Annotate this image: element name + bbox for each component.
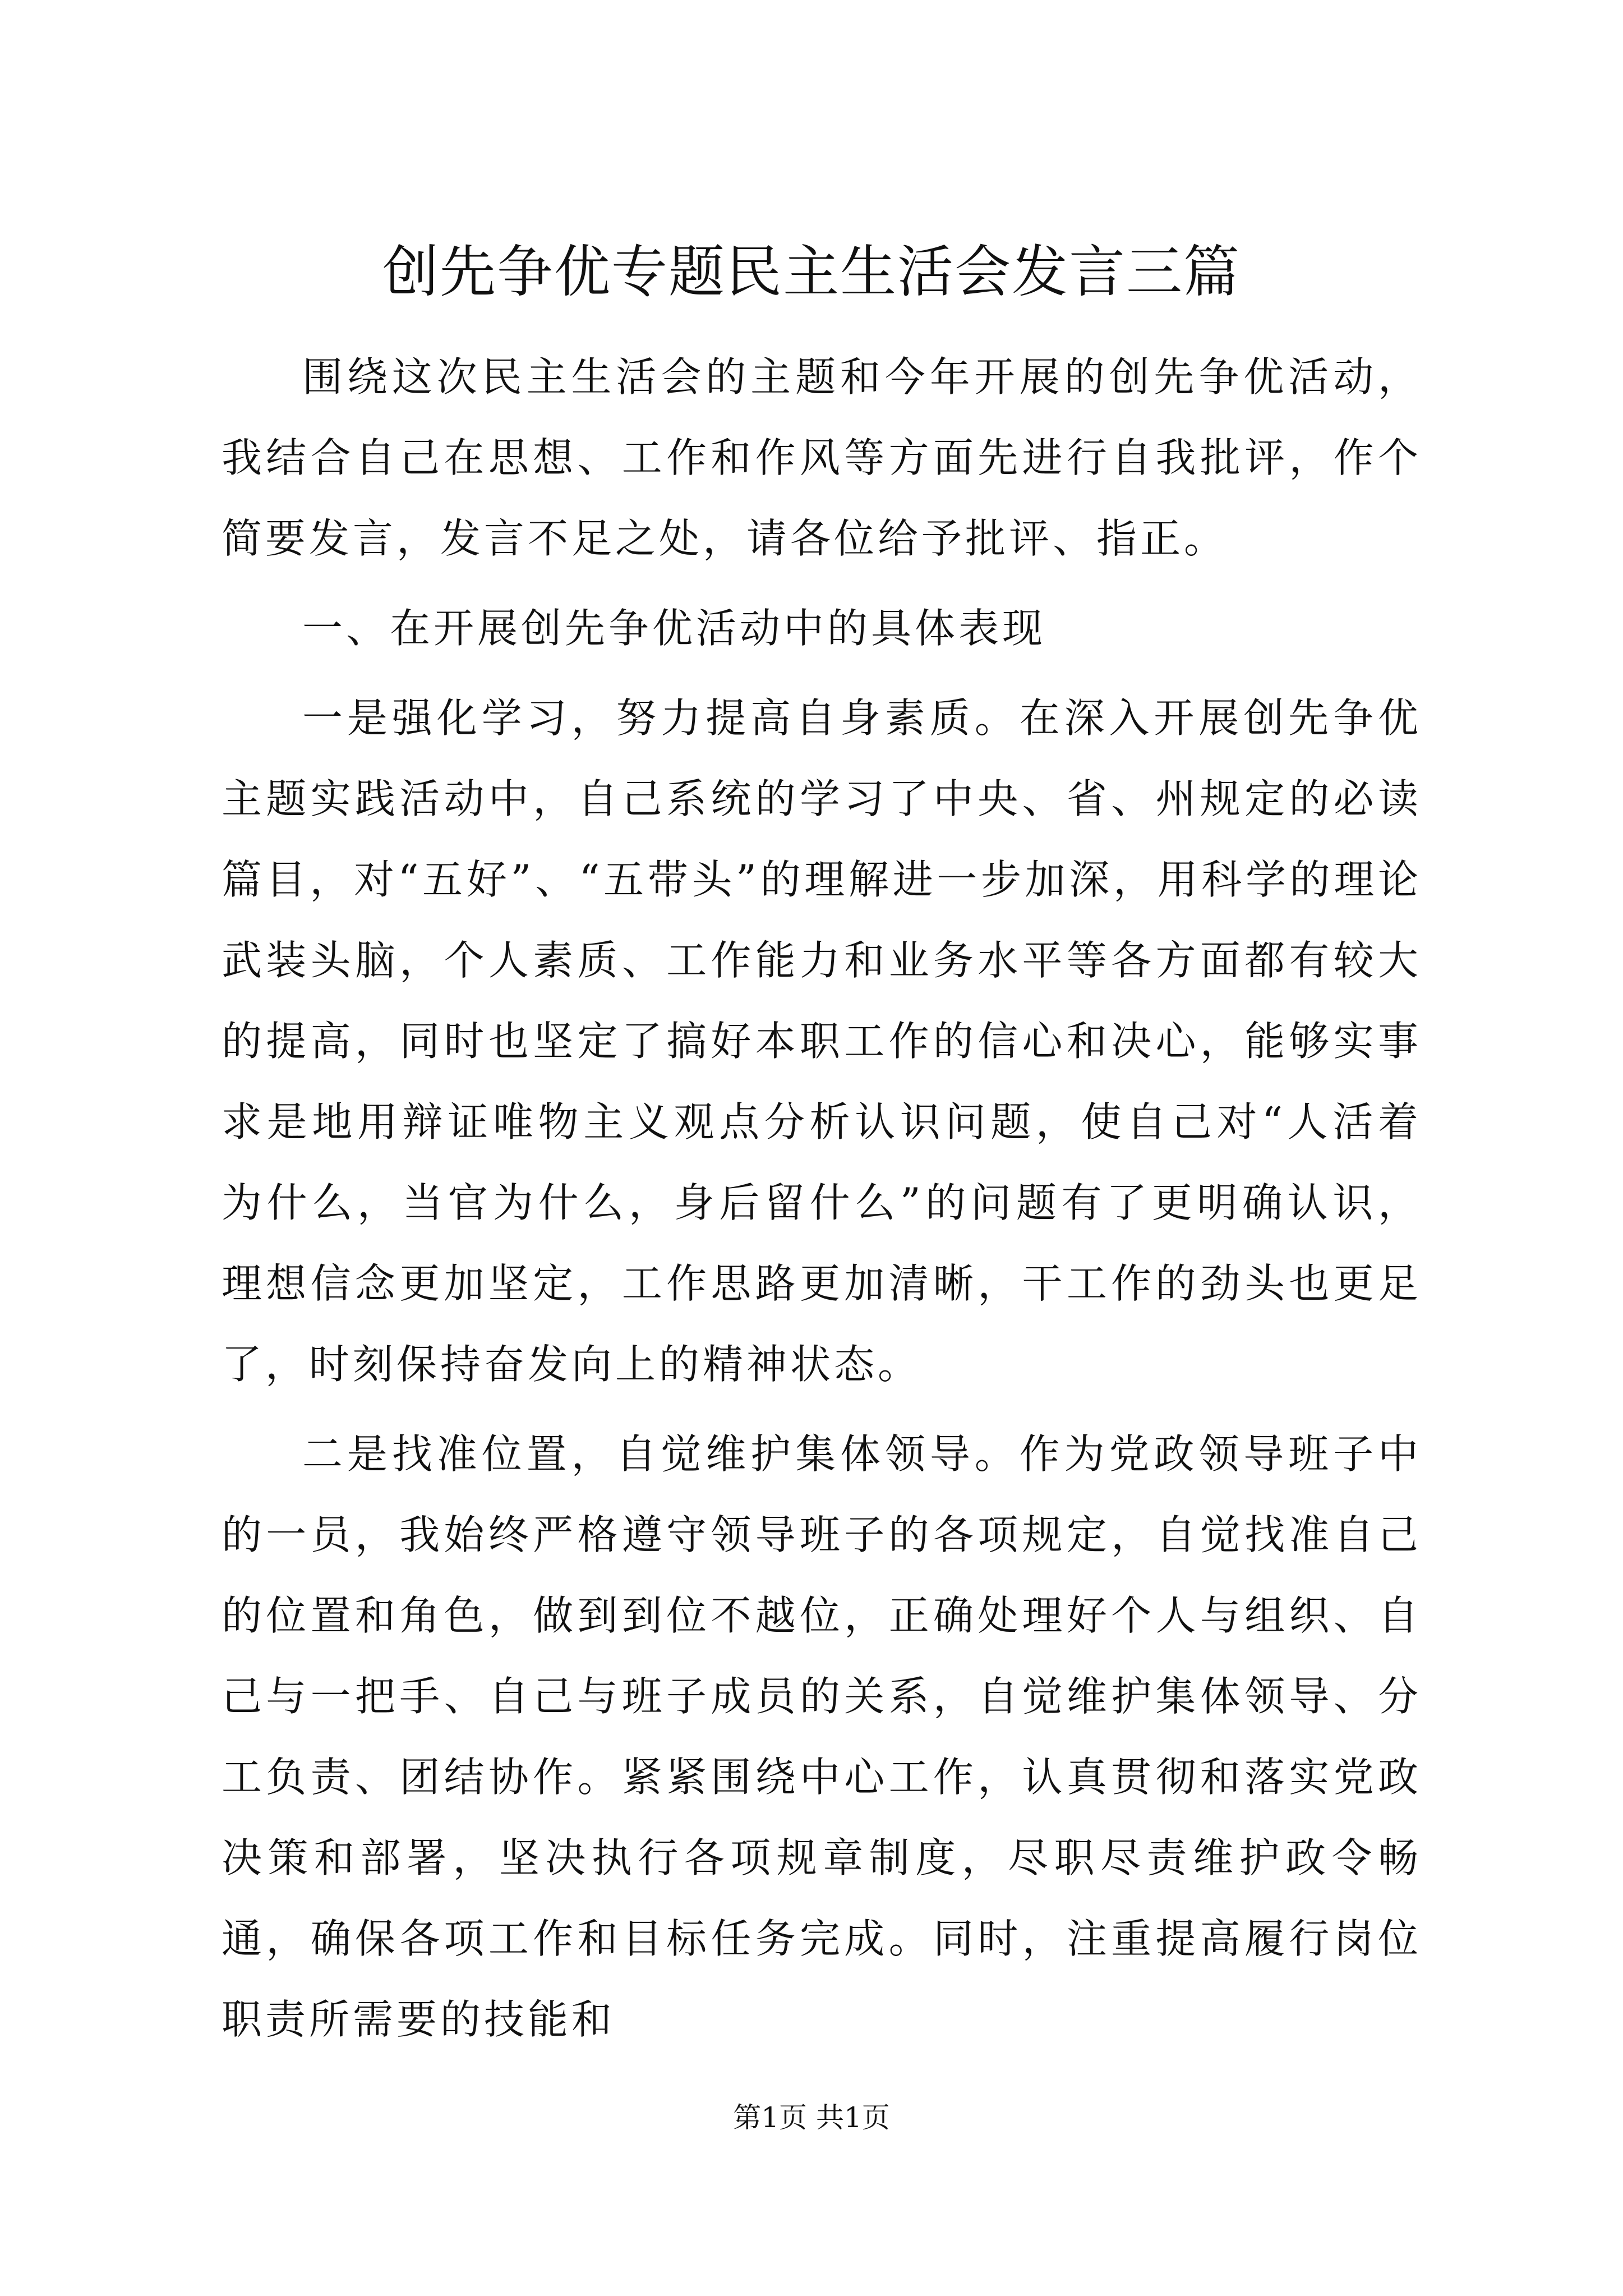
intro-paragraph: 围绕这次民主生活会的主题和今年开展的创先争优活动，我结合自己在思想、工作和作风等方面先进行自我批评，作个简要发言，发言不足之处，请各位给予批评、指正。	[222, 353, 1422, 562]
page-footer	[0, 2098, 1623, 2137]
section-heading: 一、在开展创先争优活动中的具体表现	[302, 605, 1046, 652]
body-paragraph: 一是强化学习，努力提高自身素质。在深入开展创先争优主题实践活动中，自己系统的学习了中央、省、州规定的必读篇目，对“五好”、“五带头”的理解进一步加深，用科学的理论武装头脑，个人素质、工作能力和业务水平等各方面都有较大的提高，同时也坚定了搞好本职工作的信心和决心，能够实事求是地用辩证唯物主义观点分析认识问题，使自己对“人活着为什么，当官为什么，身后留什么”的问题有了更明确认识，理想信念更加坚定，工作思路更加清晰，干工作的劲头也更足了，时刻保持奋发向上的精神状态。	[222, 694, 1422, 1388]
document-body	[222, 337, 1422, 2069]
body-paragraph: 二是找准位置，自觉维护集体领导。作为党政领导班子中的一员，我始终严格遵守领导班子的各项规定，自觉找准自己的位置和角色，做到到位不越位，正确处理好个人与组织、自己与一把手、自己与班子成员的关系，自觉维护集体领导、分工负责、团结协作。紧紧围绕中心工作，认真贯彻和落实党政决策和部署，坚决执行各项规章制度，尽职尽责维护政令畅通，确保各项工作和目标任务完成。同时，注重提高履行岗位职责所需要的技能和	[222, 1430, 1422, 2043]
document-title: 创先争优专题民主生活会发言三篇	[382, 239, 1241, 305]
page-number: 第1页 共1页	[733, 2101, 890, 2134]
